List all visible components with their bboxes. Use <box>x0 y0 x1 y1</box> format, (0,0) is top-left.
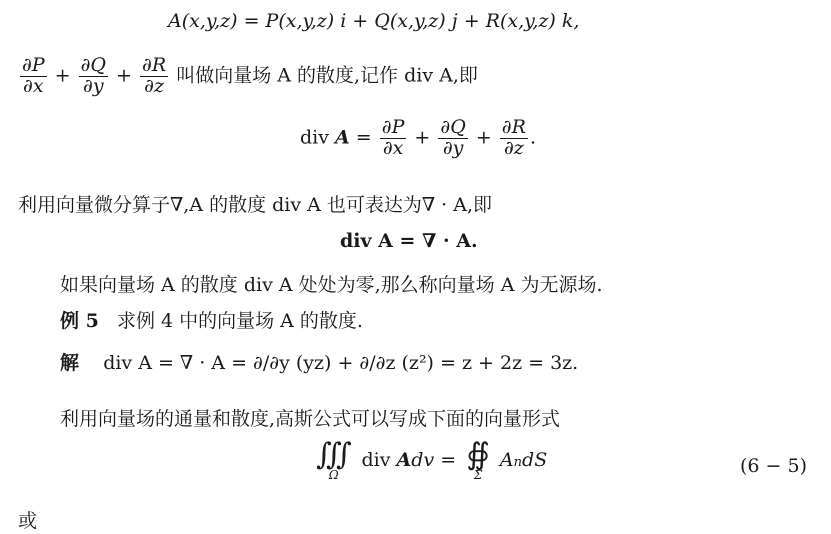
fraction-dQ-dy-2: $\frac{\partial Q}{\partial y}$ <box>440 116 466 159</box>
example-text: 求例 4 中的向量场 A 的散度. <box>116 310 363 332</box>
vector-field-eq: A(x,y,z) = P(x,y,z) i + Q(x,y,z) j + R(x,y,z) k, <box>168 10 580 32</box>
fraction-dR-dz: $\frac{\partial R}{\partial z}$ <box>142 54 167 97</box>
gauss-vector-form-text: 利用向量场的通量和散度,高斯公式可以写成下面的向量形式 <box>60 408 561 430</box>
or-line <box>18 506 37 533</box>
nabla-expression-text: 利用向量微分算子∇,A 的散度 div A 也可表达为∇ · A,即 <box>18 194 493 216</box>
example-label: 例 5 <box>60 310 99 332</box>
solution-label: 解 <box>60 352 80 374</box>
fraction-dR-dz-2: $\frac{\partial R}{\partial z}$ <box>501 116 526 159</box>
fraction-dQ-dy: $\frac{\partial Q}{\partial y}$ <box>80 54 107 97</box>
div-equals-nabla-dot <box>340 230 478 252</box>
div-nabla-eq: div A = ∇ · A. <box>340 230 478 252</box>
surface-integral: ∯ Σ <box>466 437 490 482</box>
or-text: 或 <box>18 510 38 532</box>
divergence-definition-text: 叫做向量场 A 的散度,记作 div A,即 <box>176 64 478 87</box>
triple-integral: ∭ Ω <box>316 437 352 482</box>
solution-line <box>60 348 578 375</box>
example-5-line <box>60 306 363 333</box>
divergence-formula: div A = $\frac{\partial P}{\partial x}$ + $\frac{\partial Q}{\partial y}$ + $\frac{\partial R}{\partial z}$ . <box>300 116 536 159</box>
solution-text: div A = ∇ · A = ∂/∂y (yz) + ∂/∂z (z²) = z + 2z = 3z. <box>103 352 579 374</box>
fraction-dP-dx: $\frac{\partial P}{\partial x}$ <box>22 54 45 97</box>
vector-field-definition <box>168 10 579 32</box>
solenoidal-definition-line <box>60 270 603 297</box>
gauss-vector-form-line <box>60 404 560 431</box>
divergence-definition-line: $\frac{\partial P}{\partial x}$ + $\frac{\partial Q}{\partial y}$ + $\frac{\partial R}{\partial z}$ 叫做向量场 A 的散度,记作 div A,即 <box>22 54 478 97</box>
nabla-expression-line <box>18 190 492 217</box>
fraction-dP-dx-2: $\frac{\partial P}{\partial x}$ <box>381 116 405 159</box>
equation-number: (6 − 5) <box>739 455 807 477</box>
gauss-formula-line: ∭ Ω div Adv = ∯ Σ AndS <box>316 437 548 482</box>
solenoidal-definition-text: 如果向量场 A 的散度 div A 处处为零,那么称向量场 A 为无源场. <box>60 274 603 296</box>
